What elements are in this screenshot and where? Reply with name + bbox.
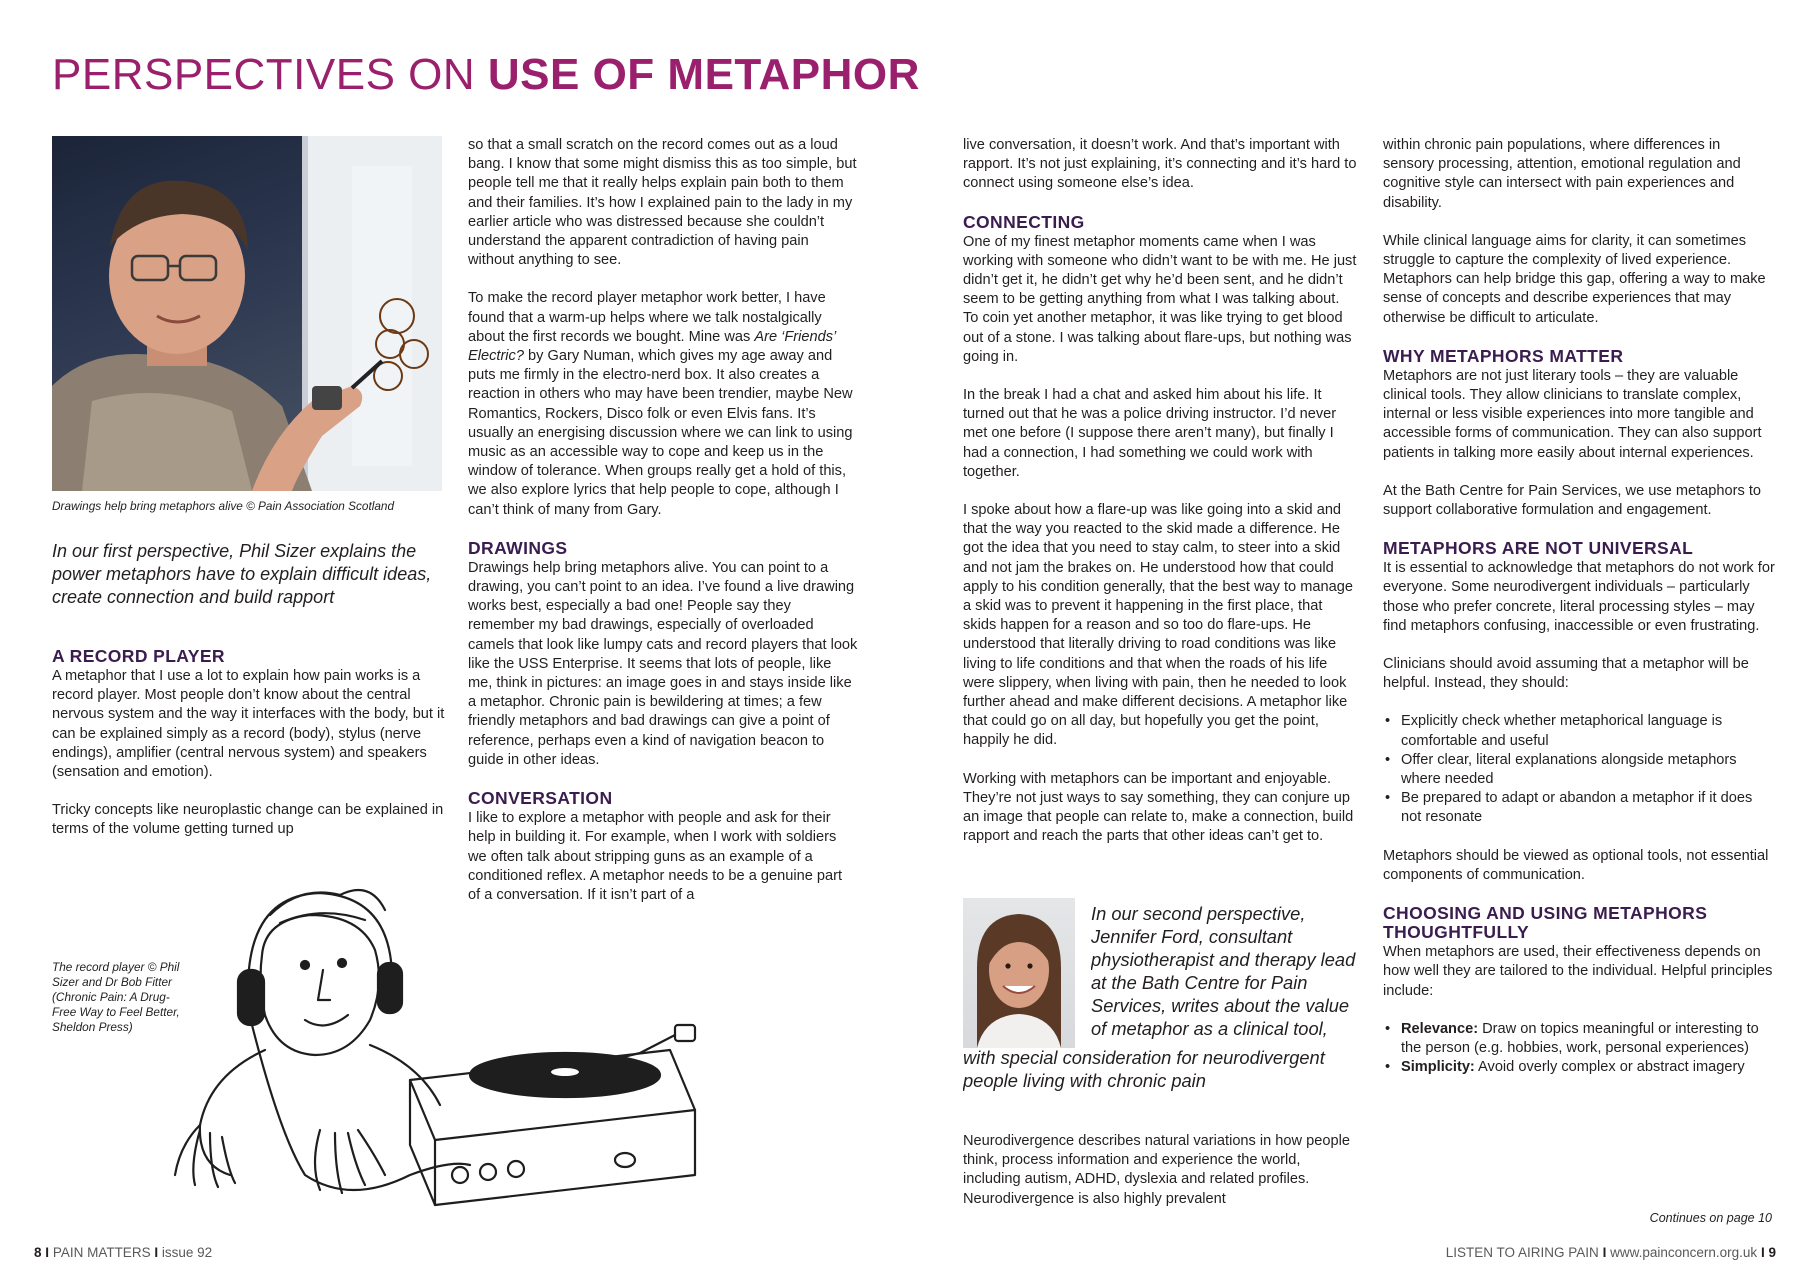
footer-left — [34, 1245, 212, 1260]
photo-caption: Drawings help bring metaphors alive © Pain Association Scotland — [52, 499, 395, 513]
page-title — [52, 50, 920, 100]
column-4 — [1383, 136, 1775, 1096]
neuro-para-3: While clinical language aims for clarity, it can sometimes struggle to capture the complexity of lived experience. Metaphors can help bridge this gap, offering a way to make sense of concepts and describe experiences that may otherwise be difficult to articulate. — [1383, 232, 1766, 326]
neuro-para-2: within chronic pain populations, where differences in sensory processing, attention, emotional regulation and cognitive style can intersect with pain experiences and disability. — [1383, 137, 1741, 211]
record-title: Are ‘Friends’ Electric? — [468, 328, 836, 365]
heading-why-metaphors-matter: WHY METAPHORS MATTER — [1383, 345, 1624, 366]
heading-connecting: CONNECTING — [963, 211, 1085, 232]
choosing-para-1: When metaphors are used, their effectiveness depends on how well they are tailored to the individual. Helpful principles include: — [1383, 944, 1773, 999]
page-number-right: 9 — [1768, 1245, 1776, 1260]
record-player-para-4 — [468, 289, 858, 519]
second-intro-part-2 — [963, 1046, 1361, 1092]
photo-phil-sizer-drawing — [52, 136, 442, 491]
why-para-1: Metaphors are not just literary tools – they are valuable clinical tools. They allow clinicians to translate complex, internal or less visible experiences into more tangible and accessible forms of communication. They can also support patients in talking more easily about internal experiences. — [1383, 367, 1762, 461]
footer-separator: I — [1760, 1245, 1765, 1260]
record-player-sketch — [170, 875, 810, 1220]
continues-note: Continues on page 10 — [1649, 1211, 1772, 1225]
lead-standfirst: In our first perspective, Phil Sizer explains the power metaphors have to explain difficult ideas, create connection and build rapport — [52, 541, 432, 607]
not-universal-list — [1383, 712, 1775, 827]
heading-conversation: CONVERSATION — [468, 788, 613, 809]
list-item — [1383, 1020, 1775, 1058]
footer-promo: LISTEN TO AIRING PAIN — [1445, 1245, 1599, 1260]
second-intro-text-a: In our second perspective, Jennifer Ford, consultant physiotherapist and therapy lead at the Bath Centre for Pain Services, writes about the value of metaphor as a clinical tool, — [1091, 903, 1356, 1039]
publication-name: PAIN MATTERS — [52, 1245, 151, 1260]
column-1 — [52, 540, 445, 840]
not-universal-para-2: Clinicians should avoid assuming that a metaphor will be helpful. Instead, they should: — [1383, 656, 1749, 692]
list-item: • Be prepared to adapt or abandon a metaphor if it does not resonate — [1383, 789, 1775, 827]
not-universal-para-3: Metaphors should be viewed as optional tools, not essential components of communication. — [1383, 847, 1769, 883]
page-title-light: PERSPECTIVES ON — [52, 50, 488, 99]
column-2 — [468, 136, 858, 905]
conversation-para-1: I like to explore a metaphor with people and ask for their help in building it. For example, when I work with soldiers we often talk about stripping guns as an example of a conditioned reflex. A metaphor needs to be a genuine part of a conversation. If it isn’t part of a — [468, 810, 843, 903]
record-player-para-4-a: To make the record player metaphor work better, I have found that a warm-up helps where we talk nostalgically about the first records we bought. Mine was — [468, 290, 826, 345]
connecting-para-4: Working with metaphors can be important and enjoyable. They’re not just ways to say something, they can conjure up an image that people can relate to, make a connection, build rapport and reach the parts that other ideas can’t get to. — [963, 770, 1354, 845]
photo-illustration — [52, 136, 442, 491]
drawings-para-1: Drawings help bring metaphors alive. You can point to a drawing, you can’t point to an idea. I’ve found a live drawing works best, especially a bad one! People say they remember my bad drawings, especially of overloaded camels that look like lumpy cats and record players that look like the USS Enterprise. It seems that lots of people, like me, think in pictures: an image goes in and stays inside like a metaphor. Chronic pain is bewildering at times; a few friendly metaphors and bad drawings can give a point of reference, perhaps even a kind of navigation beacon to guide in other ideas. — [468, 559, 858, 768]
photo-jennifer-ford — [963, 898, 1075, 1048]
neuro-para-1: Neurodivergence describes natural variations in how people think, process information and experience the world, including autism, ADHD, dyslexia and related profiles. Neurodivergence is also highly prevalent — [963, 1133, 1350, 1207]
why-para-2: At the Bath Centre for Pain Services, we use metaphors to support collaborative formulation and engagement. — [1383, 482, 1762, 519]
column-3-lower — [963, 1132, 1357, 1209]
not-universal-para-1: It is essential to acknowledge that metaphors do not work for everyone. Some neurodivergent individuals – particularly those who prefer concrete, literal processing styles – may find metaphors confusing, inaccessible or even frustrating. — [1383, 560, 1775, 634]
list-item: • Offer clear, literal explanations alongside metaphors where needed — [1383, 751, 1775, 789]
heading-drawings: DRAWINGS — [468, 537, 568, 558]
page-number-left: 8 — [34, 1245, 42, 1260]
bullet-term: Simplicity: — [1401, 1059, 1475, 1076]
footer-separator: I — [154, 1245, 159, 1260]
heading-choosing-metaphors: CHOOSING AND USING METAPHORS THOUGHTFULLY — [1383, 903, 1708, 943]
conversation-para-2: live conversation, it doesn’t work. And that’s important with rapport. It’s not just explaining, it’s connecting and it’s hard to connect using someone else’s idea. — [963, 137, 1357, 192]
footer-separator: I — [1602, 1245, 1607, 1260]
bullet-term: Relevance: — [1401, 1020, 1479, 1037]
connecting-para-2: In the break I had a chat and asked him about his life. It turned out that he was a police driving instructor. I’d never met one before (I suppose there aren’t many), but finally I had a connection, I had something we could work with together. — [963, 387, 1337, 480]
issue-number: issue 92 — [161, 1245, 213, 1260]
footer-separator: I — [45, 1245, 50, 1260]
record-player-para-1: A metaphor that I use a lot to explain how pain works is a record player. Most people don’t know about the central nervous system and the way it interfaces with the body, but it can be explained simply as a record (body), stylus (nerve endings), amplifier (central nervous system) and speakers (sensation and emotion). — [52, 668, 445, 781]
page-title-bold: USE OF METAPHOR — [487, 50, 920, 99]
heading-record-player: A RECORD PLAYER — [52, 646, 225, 666]
choosing-list — [1383, 1020, 1775, 1078]
list-item — [1383, 1058, 1775, 1077]
second-intro-text-b: with special consideration for neurodivergent people living with chronic pain — [963, 1047, 1325, 1091]
record-player-para-4-b: by Gary Numan, which gives my age away and puts me firmly in the electro-nerd box. It also creates a reaction in others who may have been trendier, maybe New Romantics, Rockers, Disco folk or even Elvis fans. It’s usually an energising discussion where we can link to using music as an accessible way to cope and keep us in the window of tolerance. When groups really get a hold of this, we also explore lyrics that help people to cope, although I can’t think of many from Gary. — [468, 348, 853, 518]
connecting-para-1: One of my finest metaphor moments came when I was working with someone who didn’t want to be with me. He just didn’t get it, he didn’t get why he’d been sent, and he didn’t seem to be getting anything from what I was talking about. To coin yet another metaphor, it was like trying to get blood out of a stone. I was talking about flare-ups, but nothing was going in. — [963, 233, 1357, 365]
bullet-text: Avoid overly complex or abstract imagery — [1474, 1059, 1745, 1076]
sketch-drawing — [170, 875, 810, 1220]
footer-right — [1446, 1245, 1776, 1260]
record-player-para-2: Tricky concepts like neuroplastic change can be explained in terms of the volume getting turned up — [52, 802, 444, 838]
record-player-para-3: so that a small scratch on the record comes out as a loud bang. I know that some might dismiss this as too simple, but people tell me that it really helps explain pain both to them and their families. It’s how I explained pain to the lady in my earlier article who was distressed because she couldn’t understand the apparent contradiction of having pain without anything to see. — [468, 137, 857, 269]
heading-not-universal: METAPHORS ARE NOT UNIVERSAL — [1383, 538, 1694, 559]
footer-url: www.painconcern.org.uk — [1610, 1245, 1758, 1260]
list-item: • Explicitly check whether metaphorical language is comfortable and useful — [1383, 712, 1775, 750]
bullet-text: Draw on topics meaningful or interesting to the person (e.g. hobbies, work, personal experiences) — [1401, 1020, 1759, 1056]
column-3 — [963, 136, 1357, 847]
headshot-illustration — [963, 898, 1075, 1048]
second-intro-part-1 — [1091, 902, 1361, 1046]
connecting-para-3: I spoke about how a flare-up was like going into a skid and that the way you reacted to the skid made a difference. He got the idea that you need to stay calm, to steer into a skid and not jam the brakes on. He understood how that could apply to his condition generally, that the best way to manage a skid was to prevent it happening in the first place, that skids happen for a reason and so too do flare-ups. He understood that literally driving to road conditions was like living to life conditions and that when the roads of his life were slippery, when living with pain, then he needed to look further ahead and make different decisions. A metaphor like that could go on all day, but hopefully you get the point, happily he did. — [963, 502, 1353, 749]
sketch-caption: The record player © Phil Sizer and Dr Bob Fitter (Chronic Pain: A Drug-Free Way to Feel Better, Sheldon Press) — [52, 960, 180, 1034]
